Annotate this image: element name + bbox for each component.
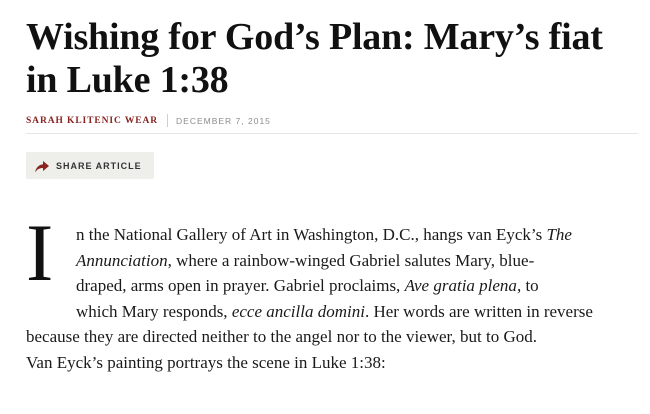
text-run: , where a rainbow-winged Gabriel salutes Mary, blue-: [167, 250, 535, 270]
share-article-label: SHARE ARTICLE: [56, 160, 142, 171]
text-run: which Mary responds,: [76, 301, 232, 321]
text-run: . Her words are written in reverse: [364, 301, 593, 321]
body-line: [26, 248, 638, 274]
byline: [26, 114, 271, 127]
latin-phrase: Ave gratia plena: [404, 276, 517, 295]
article-body: [26, 222, 638, 375]
drop-cap: I: [26, 207, 54, 298]
publish-date: DECEMBER 7, 2015: [176, 115, 271, 126]
body-line: [26, 273, 638, 299]
share-arrow-icon: [35, 160, 49, 172]
artwork-title: The: [546, 225, 572, 244]
author-link[interactable]: SARAH KLITENIC WEAR: [26, 115, 159, 126]
artwork-title: Annunciation: [76, 250, 168, 270]
body-line: Van Eyck’s painting portrays the scene in Luke 1:38:: [26, 352, 386, 372]
header-divider: [26, 133, 638, 134]
text-run: , to: [516, 276, 539, 295]
body-line: [26, 222, 638, 248]
article-title: Wishing for God’s Plan: Mary’s fiat in Luke 1:38: [26, 16, 603, 101]
text-run: draped, arms open in prayer. Gabriel proclaims,: [76, 276, 405, 295]
body-line: [26, 299, 638, 325]
share-article-button[interactable]: [26, 152, 154, 179]
byline-divider: [167, 114, 168, 127]
body-line: because they are directed neither to the angel nor to the viewer, but to God.: [26, 327, 538, 346]
latin-phrase: ecce ancilla domini: [231, 301, 365, 321]
text-run: n the National Gallery of Art in Washington, D.C., hangs van Eyck’s: [76, 225, 547, 244]
